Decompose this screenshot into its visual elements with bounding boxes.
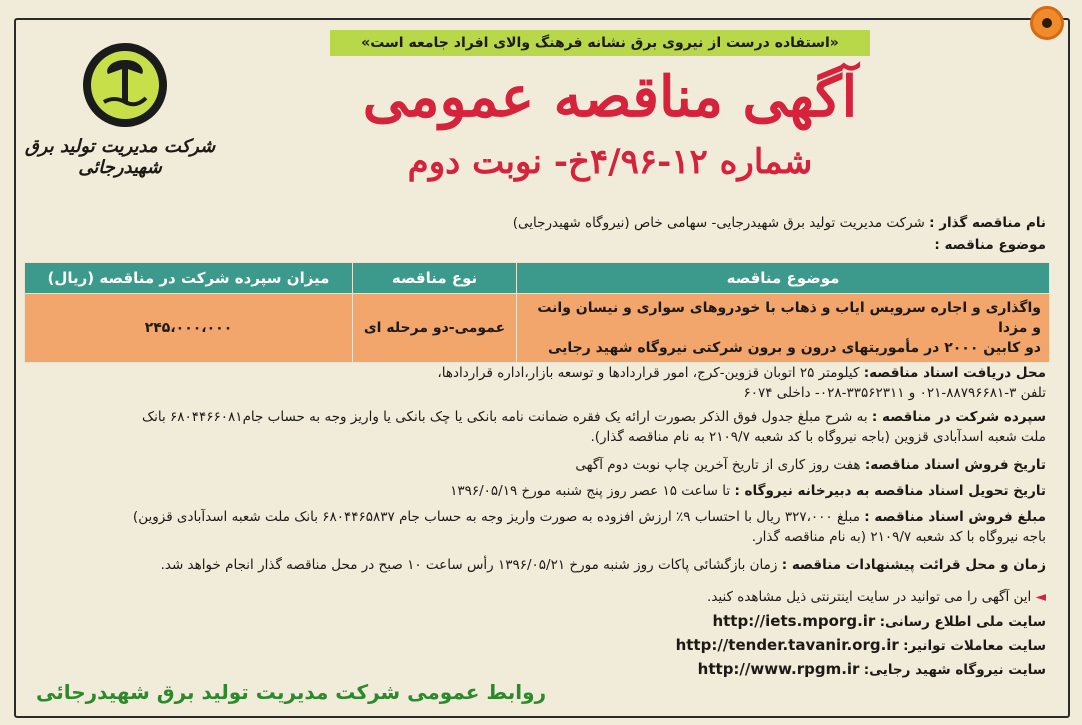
delivery-date-label: تاریخ تحویل اسناد مناقصه به دبیرخانه نیروگاه : [734, 483, 1046, 499]
table-header-type: نوع مناقصه [353, 263, 517, 294]
subject-label: موضوع مناقصه : [934, 237, 1046, 253]
docs-place-label: محل دریافت اسناد مناقصه: [863, 365, 1046, 381]
deposit-line [142, 408, 1046, 427]
delivery-date-line [450, 482, 1046, 501]
logo-emblem [80, 40, 170, 130]
organizer-value: شرکت مدیریت تولید برق شهیدرجایی- سهامی خاص (نیروگاه شهیدرجایی) [512, 215, 925, 231]
sale-date-line [575, 456, 1046, 475]
price-line-2: باجه نیروگاه با کد شعبه ۲۱۰۹/۷ (به نام مناقصه گذار. [751, 529, 1046, 545]
note-line [707, 588, 1046, 607]
sale-date-label: تاریخ فروش اسناد مناقصه: [864, 457, 1046, 473]
bullet-arrow-icon: ◄ [1035, 589, 1046, 605]
docs-place-line [437, 364, 1046, 383]
footer-public-relations: روابط عمومی شرکت مدیریت تولید برق شهیدرجائی [36, 680, 547, 704]
table-header-deposit: میزان سپرده شرکت در مناقصه (ریال) [25, 263, 353, 294]
site-line [698, 660, 1046, 680]
site-link[interactable]: http://tender.tavanir.org.ir [675, 636, 899, 654]
ad-number: شماره ۱۲-۴/۹۶خ- نوبت دوم [407, 142, 813, 182]
opening-value: زمان بازگشائی پاکات روز شنبه مورخ ۱۳۹۶/۰۵/۲۱ رأس ساعت ۱۰ صبح در محل مناقصه گذار انجام خواهد شد. [160, 557, 778, 573]
table-header-row [25, 263, 1050, 294]
slogan-banner: «استفاده درست از نیروی برق نشانه فرهنگ والای افراد جامعه است» [330, 30, 870, 56]
opening-label: زمان و محل قرائت پیشنهادات مناقصه : [781, 557, 1046, 573]
subject-line-1: واگذاری و اجاره سرویس ایاب و ذهاب با خودروهای سواری و نیسان وانت و مزدا [537, 300, 1041, 336]
tender-table [24, 262, 1050, 363]
deposit-label: سپرده شرکت در مناقصه : [871, 409, 1046, 425]
logo-caption: شرکت مدیریت تولید برق شهیدرجائی [24, 136, 216, 178]
note-text: این آگهی را می توانید در سایت اینترنتی ذیل مشاهده کنید. [707, 589, 1032, 605]
subject-line-2: دو کابین ۲۰۰۰ در مأموریتهای درون و برون شرکتی نیروگاه شهید رجایی [547, 340, 1041, 356]
deposit-value: به شرح مبلغ جدول فوق الذکر بصورت ارائه یک فقره ضمانت نامه بانکی یا چک بانکی یا واریز وجه به حساب جام۶۸۰۴۴۶۶۰۸۱ بانک [142, 409, 868, 425]
deposit-line-2: ملت شعبه اسدآبادی قزوین (باجه نیروگاه با کد شعبه ۲۱۰۹/۷ به نام مناقصه گذار). [590, 429, 1046, 445]
site-link[interactable]: http://iets.mporg.ir [712, 612, 876, 630]
opening-line [161, 556, 1046, 575]
table-cell-deposit: ۲۴۵،۰۰۰،۰۰۰ [25, 294, 353, 363]
table-header-subject: موضوع مناقصه [517, 263, 1050, 294]
table-cell-subject [517, 294, 1050, 363]
site-label: سایت ملی اطلاع رسانی: [879, 614, 1046, 630]
site-line [676, 636, 1046, 656]
sale-date-value: هفت روز کاری از تاریخ آخرین چاپ نوبت دوم آگهی [575, 457, 861, 473]
table-cell-type: عمومی-دو مرحله ای [353, 294, 517, 363]
delivery-date-value: تا ساعت ۱۵ عصر روز پنج شنبه مورخ ۱۳۹۶/۰۵/۱۹ [450, 483, 731, 499]
organizer-line [513, 214, 1046, 233]
site-label: سایت معاملات توانیر: [903, 638, 1046, 654]
price-value: مبلغ ۳۲۷،۰۰۰ ریال با احتساب ۹٪ ارزش افزوده به صورت واریز وجه به حساب جام ۶۸۰۴۴۶۵۸۳۷ بانک ملت شعبه اسدآبادی قزوین) [132, 509, 860, 525]
table-row [25, 294, 1050, 363]
price-label: مبلغ فروش اسناد مناقصه : [864, 509, 1046, 525]
docs-phone-line: تلفن ۳-۸۸۷۹۶۶۸۱-۰۲۱ و ۳۳۵۶۲۳۱۱-۰۲۸- داخلی ۶۰۷۴ [743, 385, 1046, 401]
docs-place-value: کیلومتر ۲۵ اتوبان قزوین-کرج، امور قراردادها و توسعه بازار،اداره قراردادها، [437, 365, 860, 381]
corner-dot-icon [1030, 6, 1064, 40]
site-line [712, 612, 1046, 632]
organizer-label: نام مناقصه گذار : [929, 215, 1046, 231]
site-link[interactable]: http://www.rpgm.ir [697, 660, 860, 678]
price-line [133, 508, 1046, 527]
site-label: سایت نیروگاه شهید رجایی: [863, 662, 1046, 678]
ad-title: آگهی مناقصه عمومی [362, 64, 858, 130]
